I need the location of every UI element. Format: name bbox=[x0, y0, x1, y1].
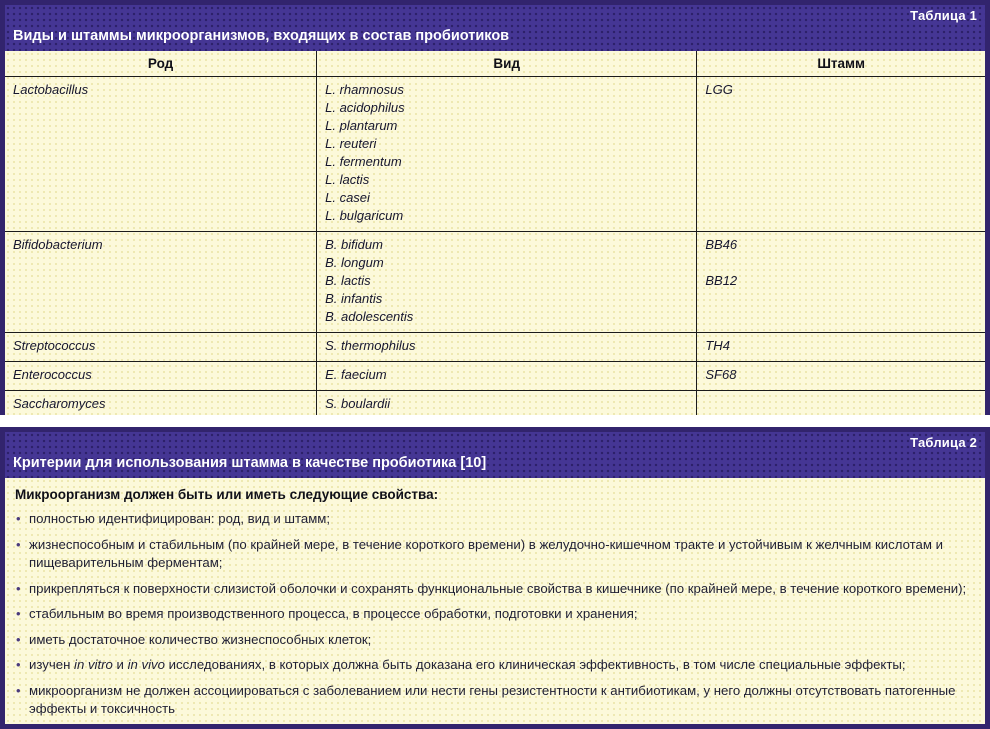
column-header-genus: Род bbox=[5, 51, 317, 77]
table-row bbox=[5, 362, 985, 391]
species-cell bbox=[317, 362, 697, 391]
table2-body bbox=[5, 478, 985, 724]
column-header-strain: Штамм bbox=[697, 51, 985, 77]
species-line: B. infantis bbox=[325, 291, 383, 306]
species-line: L. rhamnosus bbox=[325, 82, 404, 97]
table1-body bbox=[5, 77, 985, 420]
strain-cell bbox=[697, 362, 985, 391]
strain-line: BB12 bbox=[705, 273, 738, 288]
table-row bbox=[5, 77, 985, 232]
bullet-icon: • bbox=[16, 631, 21, 647]
genus-cell: Bifidobacterium bbox=[5, 232, 317, 333]
species-line: E. faecium bbox=[325, 367, 387, 382]
strain-line bbox=[705, 254, 977, 272]
strain-line: SF68 bbox=[705, 367, 737, 382]
bullet-icon: • bbox=[16, 606, 21, 621]
species-cell bbox=[317, 232, 697, 333]
species-cell bbox=[317, 333, 697, 362]
table-row bbox=[5, 333, 985, 362]
strain-cell bbox=[697, 333, 985, 362]
table1-header-row bbox=[5, 51, 985, 77]
bullet-icon: • bbox=[16, 536, 21, 552]
species-line: L. plantarum bbox=[325, 118, 398, 133]
criteria-item: • изучен in vitro и in vivo исследованиях, в которых должна быть доказана его клиническая эффективность, в том числе специальные эффекты; bbox=[15, 656, 973, 675]
genus-cell: Lactobacillus bbox=[5, 77, 317, 232]
table-row bbox=[5, 232, 985, 333]
species-cell bbox=[317, 77, 697, 232]
bullet-icon: • bbox=[16, 580, 21, 596]
strain-line: TH4 bbox=[705, 338, 730, 353]
species-line: B. bifidum bbox=[325, 237, 383, 252]
strain-line: BB46 bbox=[705, 237, 738, 252]
criteria-intro: Микроорганизм должен быть или иметь следующие свойства: bbox=[15, 487, 439, 502]
bullet-icon: • bbox=[16, 657, 21, 672]
criteria-item: • полностью идентифицирован: род, вид и штамм; bbox=[15, 510, 973, 529]
species-line: L. casei bbox=[325, 190, 370, 205]
genus-cell: Enterococcus bbox=[5, 362, 317, 391]
species-line: B. adolescentis bbox=[325, 309, 414, 324]
species-line: L. bulgaricum bbox=[325, 208, 404, 223]
criteria-item: • стабильным во время производственного процесса, в процессе обработки, подготовки и хранения; bbox=[15, 605, 973, 624]
table2-label: Таблица 2 bbox=[910, 435, 977, 450]
criteria-item: • жизнеспособным и стабильным (по крайней мере, в течение короткого времени) в желудочно-кишечном тракте и устойчивым к желчным кислотам и пищеварительным ферментам; bbox=[16, 536, 943, 570]
column-header-species: Вид bbox=[317, 51, 697, 77]
species-line: L. fermentum bbox=[325, 154, 402, 169]
bullet-icon: • bbox=[16, 682, 21, 698]
species-line: L. acidophilus bbox=[325, 100, 405, 115]
species-line: B. lactis bbox=[325, 273, 371, 288]
species-line: S. thermophilus bbox=[325, 338, 416, 353]
strain-cell bbox=[697, 77, 985, 232]
genus-cell: Streptococcus bbox=[5, 333, 317, 362]
table1-header-band bbox=[5, 5, 985, 51]
strain-cell bbox=[697, 232, 985, 333]
table1-label: Таблица 1 bbox=[910, 8, 977, 23]
criteria-item: • микроорганизм не должен ассоциироваться с заболеванием или нести гены резистентности к антибиотикам, у него должны отсутствовать патогенные эффекты и токсичность bbox=[16, 682, 956, 716]
table2-header-band bbox=[5, 432, 985, 478]
species-line: L. reuteri bbox=[325, 136, 377, 151]
strain-line: LGG bbox=[705, 82, 733, 97]
species-line: S. boulardii bbox=[325, 396, 391, 411]
strain-line bbox=[705, 395, 977, 413]
genus-cell: Saccharomyces bbox=[5, 391, 317, 420]
table1-title: Виды и штаммы микроорганизмов, входящих в состав пробиотиков bbox=[13, 28, 510, 44]
tables-divider-gap bbox=[0, 415, 990, 427]
criteria-item: • иметь достаточное количество жизнеспособных клеток; bbox=[15, 631, 973, 650]
criteria-item: • прикрепляться к поверхности слизистой оболочки и сохранять функциональные свойства в кишечнике (по крайней мере, в течение короткого времени); bbox=[15, 580, 973, 599]
organisms-table bbox=[5, 51, 985, 419]
bullet-icon: • bbox=[16, 511, 21, 526]
species-line: L. lactis bbox=[325, 172, 370, 187]
criteria-list bbox=[15, 510, 973, 719]
table2-block bbox=[0, 427, 990, 729]
table2-title: Критерии для использования штамма в качестве пробиотика [10] bbox=[13, 455, 487, 471]
species-line: B. longum bbox=[325, 255, 384, 270]
